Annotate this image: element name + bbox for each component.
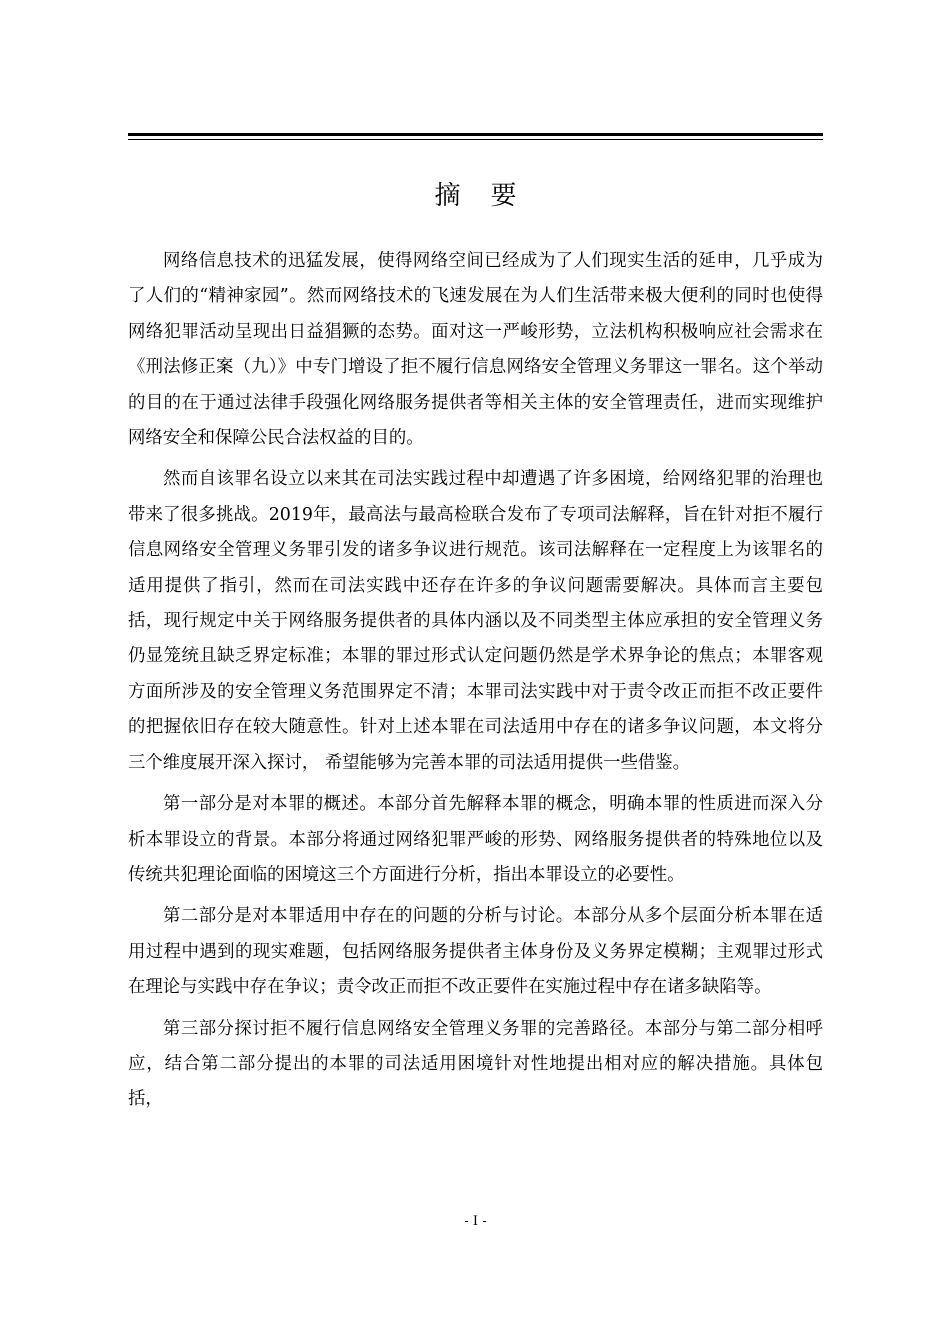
paragraph-5: 第三部分探讨拒不履行信息网络安全管理义务罪的完善路径。本部分与第二部分相呼应，结合第二部分提出的本罪的司法适用困境针对性地提出相对应的解决措施。具体包括， [128, 1018, 823, 1110]
paragraph-4: 第二部分是对本罪适用中存在的问题的分析与讨论。本部分从多个层面分析本罪在适用过程中遇到的现实难题，包括网络服务提供者主体身份及义务界定模糊；主观罪过形式在理论与实践中存在争议；责令改正而拒不改正要件在实施过程中存在诸多缺陷等。 [128, 906, 823, 998]
paragraph-1: 网络信息技术的迅猛发展，使得网络空间已经成为了人们现实生活的延申，几乎成为了人们的“精神家园”。然而网络技术的飞速发展在为人们生活带来极大便利的同时也使得网络犯罪活动呈现出日益猖獗的态势。面对这一严峻形势，立法机构积极响应社会需求在《刑法修正案（九）》中专门增设了拒不履行信息网络安全管理义务罪这一罪名。这个举动的目的在于通过法律手段强化网络服务提供者等相关主体的安全管理责任，进而实现维护网络安全和保障公民合法权益的目的。 [128, 251, 823, 449]
paragraph-2: 然而自该罪名设立以来其在司法实践过程中却遭遇了许多困境，给网络犯罪的治理也带来了很多挑战。2019年，最高法与最高检联合发布了专项司法解释，旨在针对拒不履行信息网络安全管理义务罪引发的诸多争议进行规范。该司法解释在一定程度上为该罪名的适用提供了指引，然而在司法实践中还存在许多的争议问题需要解决。具体而言主要包括，现行规定中关于网络服务提供者的具体内涵以及不同类型主体应承担的安全管理义务仍显笼统且缺乏界定标准；本罪的罪过形式认定问题仍然是学术界争论的焦点；本罪客观方面所涉及的安全管理义务范围界定不清；本罪司法实践中对于责令改正而拒不改正要件的把握依旧存在较大随意性。针对上述本罪在司法适用中存在的诸多争议问题，本文将分三个维度展开深入探讨， 希望能够为完善本罪的司法适用提供一些借鉴。 [128, 469, 823, 773]
paragraph-3: 第一部分是对本罪的概述。本部分首先解释本罪的概念，明确本罪的性质进而深入分析本罪设立的背景。本部分将通过网络犯罪严峻的形势、网络服务提供者的特殊地位以及传统共犯理论面临的困境这三个方面进行分析，指出本罪设立的必要性。 [128, 794, 823, 885]
header-rule-thick [128, 133, 823, 136]
page-title: 摘要 [434, 181, 547, 211]
page-number: - I - [464, 1214, 487, 1229]
header-rule-thin [128, 139, 823, 140]
abstract-body [128, 244, 823, 1124]
